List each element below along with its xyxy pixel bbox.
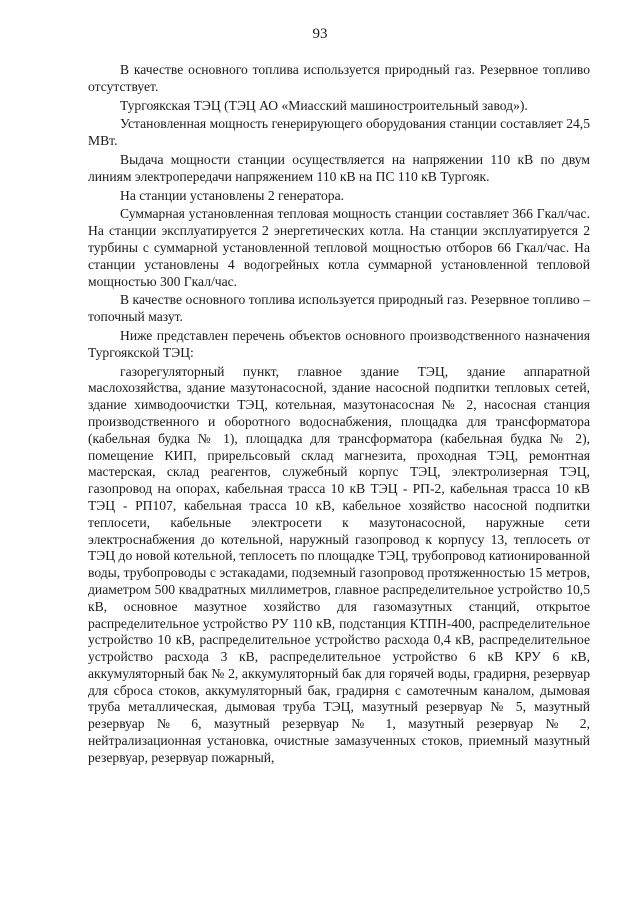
paragraph-plant-name: Тургоякская ТЭЦ (ТЭЦ АО «Миасский машиностроительный завод»). [120,97,528,113]
paragraph-generators: На станции установлены 2 генератора. [120,187,345,203]
paragraph-power-output: Выдача мощности станции осуществляется на напряжении 110 кВ по двум линиям электропередачи напряжением 110 кВ на ПС 110 кВ Тургояк. [88,151,590,184]
paragraph-object-list: газорегуляторный пункт, главное здание ТЭЦ, здание аппаратной маслохозяйства, здание мазутонасосной, здание насосной подпитки тепловых сетей, здание химводоочистки ТЭЦ, котельная, мазутонасосная № 2, насосная станция производственного и оборотного водоснабжения, площадка для трансформатора (кабельная будка № 1), площадка для трансформатора (кабельная будка № 2), помещение КИП, прирельсовый склад магнезита, проходная ТЭЦ, ремонтная мастерская, склад реагентов, служебный корпус ТЭЦ, электролизерная ТЭЦ, газопровод на опорах, кабельная трасса 10 кВ ТЭЦ - РП-2, кабельная трасса 10 кВ ТЭЦ - РП107, кабельная трасса 10 кВ, кабельное хозяйство насосной подпитки теплосети, кабельные электросети к мазутонасосной, наружные сети электроснабжения до котельной, наружный газопровод к корпусу 13, теплосеть от ТЭЦ до новой котельной, теплосеть по площадке ТЭЦ, трубопровод катионированной воды, трубопроводы с эстакадами, подземный газопровод протяженностью 15 метров, диаметром 500 квадратных миллиметров, главное распределительное устройство 10,5 кВ, основное мазутное хозяйство для газомазутных станций, открытое распределительное устройство РУ 110 кВ, подстанция КТПН-400, распределительное устройство 10 кВ, распределительное устройство расхода 0,4 кВ, распределительное устройство расхода 3 кВ, распределительное устройство 6 кВ КРУ 6 кВ, аккумуляторный бак № 2, аккумуляторный бак для горячей воды, градирня, резервуар для сброса стоков, аккумуляторный бак, градирня с самотечным каналом, дымовая труба металлическая, дымовая труба ТЭЦ, мазутный резервуар № 5, мазутный резервуар № 6, мазутный резервуар № 1, мазутный резервуар № 2, нейтрализационная установка, очистные замазученных стоков, приемный мазутный резервуар, резервуар пожарный, [88,363,590,765]
paragraph-installed-capacity: Установленная мощность генерирующего оборудования станции составляет 24,5 МВт. [88,116,590,149]
paragraph-fuel-primary: В качестве основного топлива используется природный газ. Резервное топливо отсутствует. [88,62,590,94]
paragraph-fuel-reserve: В качестве основного топлива используется природный газ. Резервное топливо – топочный мазут. [88,292,590,325]
page-body [88,62,590,767]
paragraph-thermal-capacity: Суммарная установленная тепловая мощность станции составляет 366 Гкал/час. На станции эксплуатируется 2 энергетических котла. На станции эксплуатируется 2 турбины с суммарной установленной тепловой мощностью отборов 66 Гкал/час. На станции установлены 4 водогрейных котла суммарной установленной тепловой мощностью 300 Гкал/час. [88,206,590,289]
paragraph-list-intro: Ниже представлен перечень объектов основного производственного назначения Тургоякской ТЭЦ: [88,327,590,360]
page-number: 93 [312,26,328,42]
